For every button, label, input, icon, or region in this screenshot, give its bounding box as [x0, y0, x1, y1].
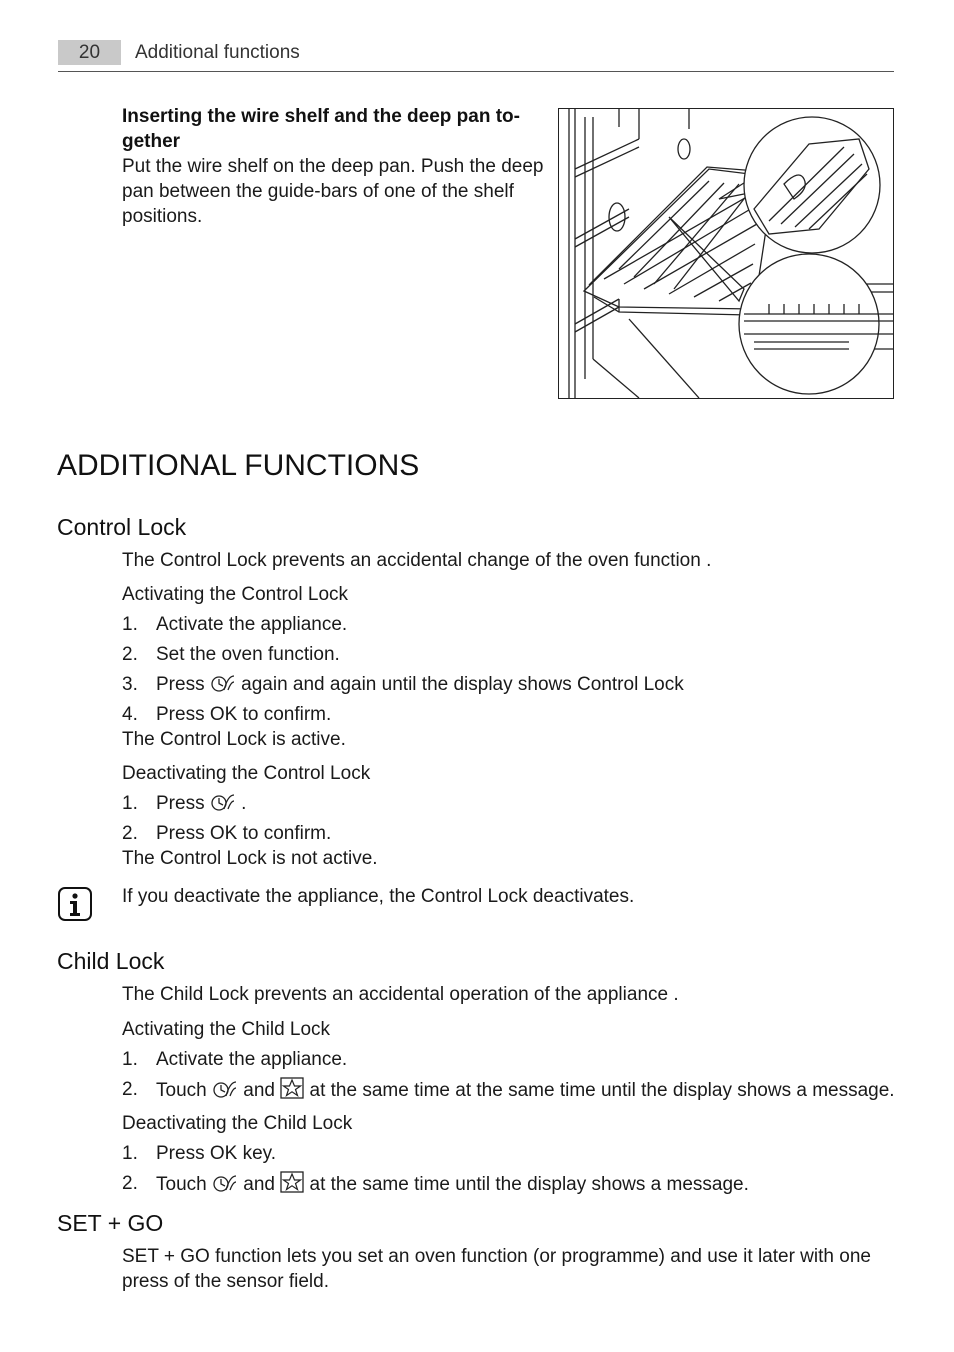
set-go-heading: SET + GO	[57, 1210, 164, 1236]
favourite-star-key-icon	[280, 1077, 304, 1099]
step-text: Set the oven function.	[156, 644, 340, 665]
step-text: Press OK to confirm.	[156, 823, 332, 844]
control-lock-inactive-result: The Control Lock is not active.	[122, 848, 378, 869]
info-note: If you deactivate the appliance, the Control Lock deactivates.	[122, 886, 635, 907]
step-text	[156, 672, 684, 697]
control-lock-deactivating-heading: Deactivating the Control Lock	[122, 763, 371, 784]
options-key-icon	[212, 1173, 238, 1193]
step-number: 1.	[122, 1049, 138, 1070]
step-text	[156, 1171, 749, 1197]
step-text	[156, 1077, 895, 1103]
oven-shelf-drawing	[559, 109, 893, 398]
step-post: at the same time at the same time until the display shows a message.	[309, 1080, 895, 1101]
step-number: 1.	[122, 1143, 138, 1164]
control-lock-activating-heading: Activating the Control Lock	[122, 584, 349, 605]
step-mid: and	[243, 1174, 275, 1195]
step-number: 2.	[122, 1079, 138, 1100]
step-text: Activate the appliance.	[156, 614, 348, 635]
step-post: again and again until the display shows Control Lock	[241, 674, 684, 695]
child-lock-activating-heading: Activating the Child Lock	[122, 1019, 331, 1040]
favourite-star-key-icon	[280, 1171, 304, 1193]
page-number: 20	[58, 40, 121, 65]
info-icon	[58, 887, 92, 921]
intro-block	[122, 104, 550, 229]
step-post: at the same time until the display shows a message.	[309, 1174, 749, 1195]
child-lock-description: The Child Lock prevents an accidental operation of the appliance .	[122, 984, 679, 1005]
step-number: 2.	[122, 1173, 138, 1194]
intro-title: Inserting the wire shelf and the deep pan to-gether	[122, 106, 520, 152]
step-number: 2.	[122, 823, 138, 844]
set-go-description: SET + GO function lets you set an oven function (or programme) and use it later with one press of the sensor field.	[122, 1246, 871, 1292]
intro-body: Put the wire shelf on the deep pan. Push the deep pan between the guide-bars of one of the shelf positions.	[122, 156, 544, 227]
step-number: 1.	[122, 793, 138, 814]
step-pre: Touch	[156, 1080, 207, 1101]
child-lock-deactivating-heading: Deactivating the Child Lock	[122, 1113, 353, 1134]
shelf-illustration	[558, 108, 894, 399]
control-lock-heading: Control Lock	[57, 514, 187, 540]
options-key-icon	[212, 1079, 238, 1099]
step-pre: Press	[156, 674, 205, 695]
step-number: 2.	[122, 644, 138, 665]
step-text: Press OK key.	[156, 1143, 277, 1164]
control-lock-active-result: The Control Lock is active.	[122, 729, 346, 750]
running-header: Additional functions	[135, 42, 300, 63]
header-divider	[58, 71, 894, 72]
step-number: 4.	[122, 704, 138, 725]
options-key-icon	[210, 673, 236, 693]
step-pre: Touch	[156, 1174, 207, 1195]
step-post: .	[241, 793, 247, 814]
step-number: 3.	[122, 674, 138, 695]
step-text	[156, 791, 246, 816]
step-pre: Press	[156, 793, 205, 814]
step-number: 1.	[122, 614, 138, 635]
step-text: Activate the appliance.	[156, 1049, 348, 1070]
child-lock-heading: Child Lock	[57, 948, 165, 974]
options-key-icon	[210, 792, 236, 812]
control-lock-description: The Control Lock prevents an accidental change of the oven function .	[122, 550, 712, 571]
step-text: Press OK to confirm.	[156, 704, 332, 725]
step-mid: and	[243, 1080, 275, 1101]
section-heading: ADDITIONAL FUNCTIONS	[57, 449, 420, 482]
